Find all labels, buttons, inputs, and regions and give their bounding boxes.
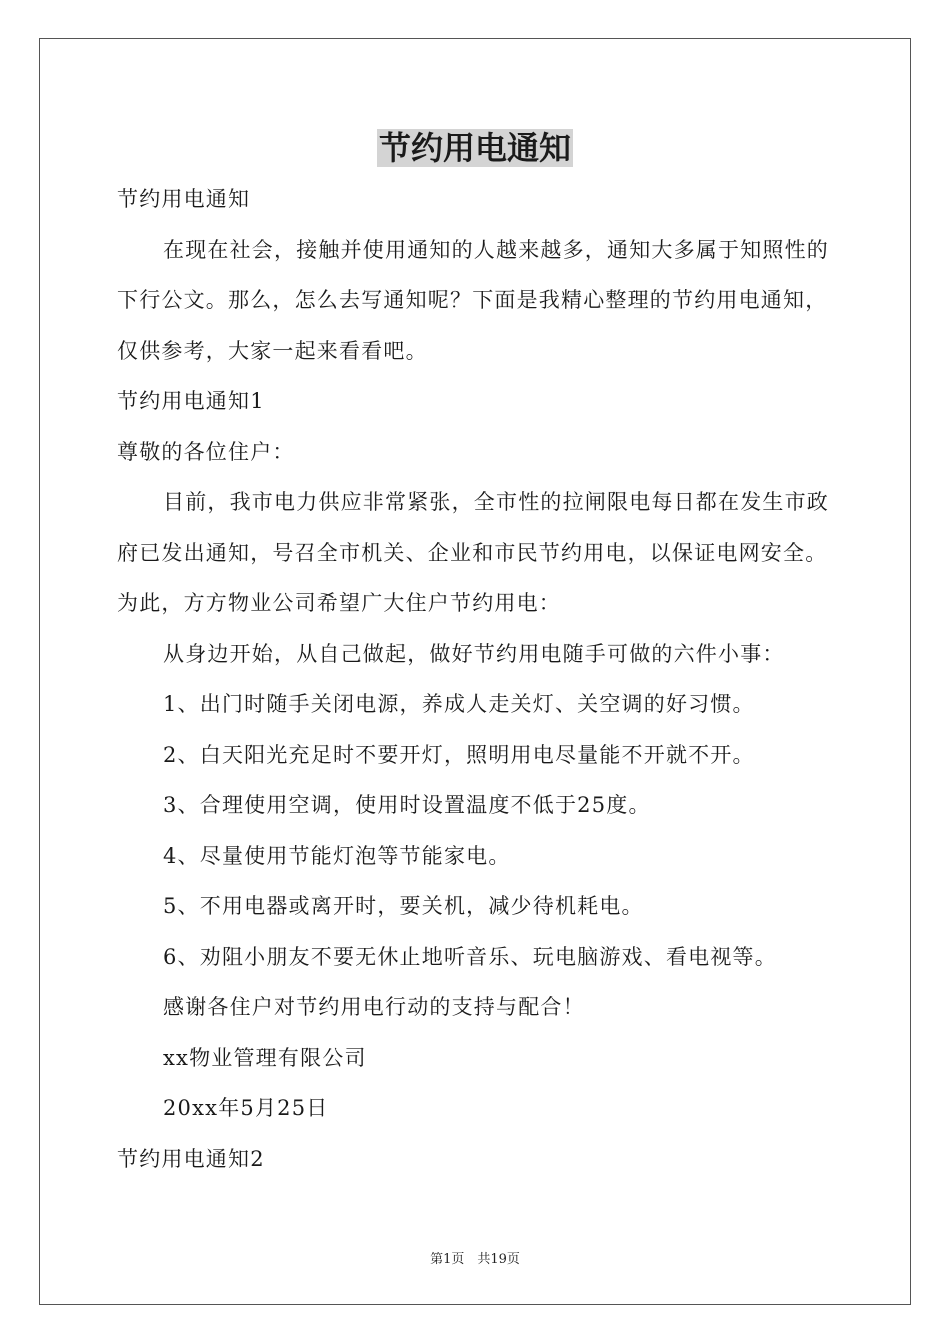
intro-paragraph: 在现在社会，接触并使用通知的人越来越多，通知大多属于知照性的下行公文。那么，怎么去写通知呢？下面是我精心整理的节约用电通知，仅供参考，大家一起来看看吧。 <box>117 237 829 363</box>
section-heading: 节约用电通知 <box>117 187 251 211</box>
signature-date: 20xx年5月25日 <box>163 1096 329 1120</box>
body-paragraph: 目前，我市电力供应非常紧张，全市性的拉闸限电每日都在发生市政府已发出通知，号召全市机关、企业和市民节约用电，以保证电网安全。为此，方方物业公司希望广大住户节约用电： <box>117 490 829 615</box>
body-paragraph: 从身边开始，从自己做起，做好节约用电随手可做的六件小事： <box>163 641 785 666</box>
list-item: 1、出门时随手关闭电源，养成人走关灯、关空调的好习惯。 <box>163 692 755 716</box>
list-item: 6、劝阻小朋友不要无休止地听音乐、玩电脑游戏、看电视等。 <box>163 944 777 969</box>
document-body <box>117 174 837 1184</box>
document-title <box>0 127 950 169</box>
closing-thanks: 感谢各住户对节约用电行动的支持与配合！ <box>163 995 585 1019</box>
signature-company: xx物业管理有限公司 <box>163 1045 367 1070</box>
list-item: 4、尽量使用节能灯泡等节能家电。 <box>163 843 511 868</box>
section-heading: 节约用电通知1 <box>117 389 265 413</box>
list-item: 2、白天阳光充足时不要开灯，照明用电尽量能不开就不开。 <box>163 742 755 767</box>
page-footer: 第1页 共19页 <box>430 1252 520 1267</box>
section-heading: 节约用电通知2 <box>117 1146 265 1171</box>
document-title-text: 节约用电通知 <box>378 129 571 167</box>
salutation: 尊敬的各位住户： <box>117 439 295 464</box>
list-item: 5、不用电器或离开时，要关机，减少待机耗电。 <box>163 894 644 918</box>
list-item: 3、合理使用空调，使用时设置温度不低于25度。 <box>163 793 651 817</box>
